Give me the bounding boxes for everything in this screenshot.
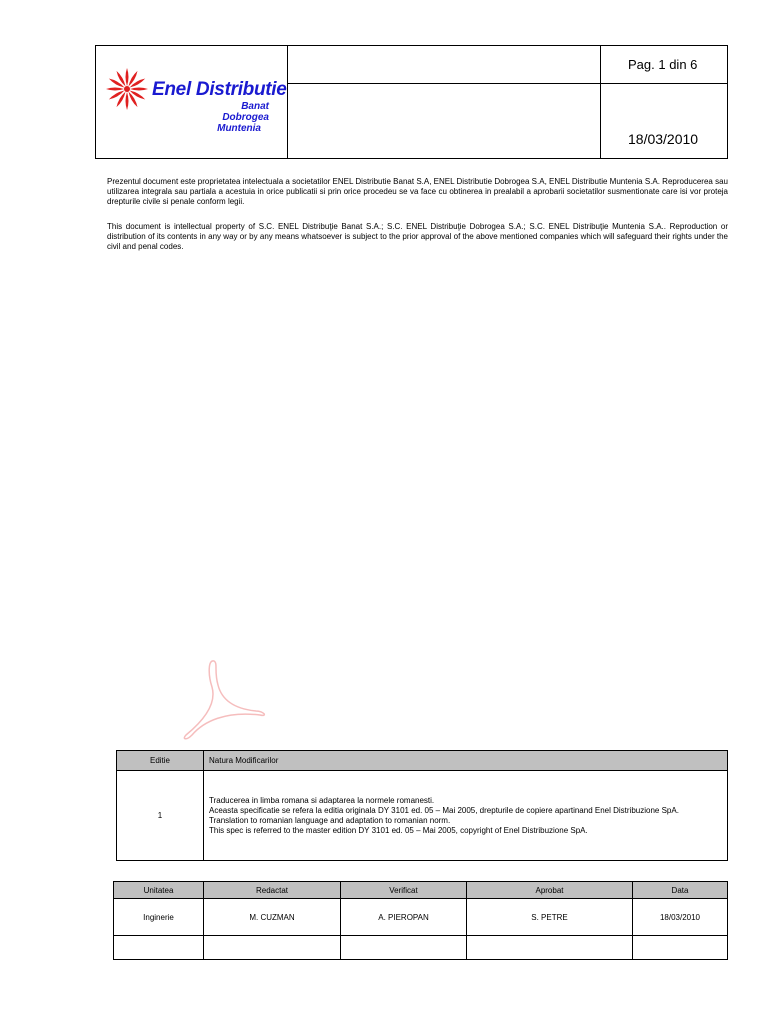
approved-cell: S. PETRE <box>467 899 633 936</box>
column-header: Unitatea <box>114 882 204 899</box>
company-name: Enel Distributie <box>152 79 287 100</box>
change-line: Translation to romanian language and adaptation to romanian norm. <box>209 815 451 825</box>
region-banat: Banat <box>241 101 269 112</box>
column-header: Data <box>633 882 728 899</box>
date-cell: 18/03/2010 <box>633 899 728 936</box>
drafted-cell: M. CUZMAN <box>204 899 341 936</box>
enel-flower-icon <box>104 66 150 112</box>
notice-romanian: Prezentul document este proprietatea intelectuala a societatilor ENEL Distributie Banat S.A, ENEL Distributie Dobrogea S.A, ENEL Distributie Muntenia S.A. Reproducerea sau utilizarea integrala sau partiala a acestuia in orice publicatii si prin orice procedeu se va face cu obtinerea in prealabil a aprobarii societatilor susmentionate care isi vor proteja drepturile civile si penale conform legii. <box>107 177 728 206</box>
region-muntenia: Muntenia <box>217 123 261 134</box>
unit-cell <box>114 936 204 960</box>
notice-english: This document is intellectual property of S.C. ENEL Distribuţie Banat S.A.; S.C. ENEL Distribuţie Dobrogea S.A.; S.C. ENEL Distribuţie Muntenia S.A.. Reproduction or distribution of its contents in any way or by any means whatsoever is subject to the prior approval of the above mentioned companies which will safeguard their rights under the civil and penal codes. <box>107 222 728 251</box>
region-dobrogea: Dobrogea <box>222 112 269 123</box>
unit-cell: Inginerie <box>114 899 204 936</box>
column-header: Verificat <box>341 882 467 899</box>
revision-table <box>116 750 728 861</box>
verified-cell <box>341 936 467 960</box>
header-divider <box>287 46 288 158</box>
header-divider <box>287 83 727 84</box>
page-number: Pag. 1 din 6 <box>628 57 698 72</box>
changes-cell <box>204 771 728 861</box>
document-header <box>95 45 728 159</box>
table-row <box>114 936 728 960</box>
verified-cell: A. PIEROPAN <box>341 899 467 936</box>
table-row <box>117 771 728 861</box>
approved-cell <box>467 936 633 960</box>
acrobat-watermark-icon <box>178 655 268 745</box>
edition-cell: 1 <box>117 771 204 861</box>
column-header: Natura Modificarilor <box>204 751 728 771</box>
change-line: Aceasta specificatie se refera la editia originala DY 3101 ed. 05 – Mai 2005, drepturile de copiere apartinand Enel Distribuzione SpA. <box>209 805 679 815</box>
drafted-cell <box>204 936 341 960</box>
approval-table <box>113 881 728 960</box>
table-row <box>114 899 728 936</box>
change-line: This spec is referred to the master edition DY 3101 ed. 05 – Mai 2005, copyright of Enel Distribuzione SpA. <box>209 825 588 835</box>
column-header: Aprobat <box>467 882 633 899</box>
date-cell <box>633 936 728 960</box>
table-header-row <box>117 751 728 771</box>
header-divider <box>600 46 601 158</box>
change-line: Traducerea in limba romana si adaptarea la normele romanesti. <box>209 795 435 805</box>
column-header: Editie <box>117 751 204 771</box>
table-header-row <box>114 882 728 899</box>
header-date: 18/03/2010 <box>628 131 699 147</box>
column-header: Redactat <box>204 882 341 899</box>
